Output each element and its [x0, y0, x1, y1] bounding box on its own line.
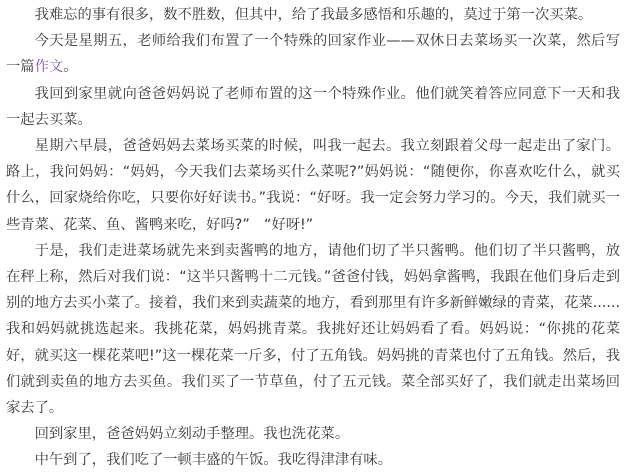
- text-run: 。: [63, 59, 78, 76]
- essay-paragraph: [6, 28, 620, 80]
- text-run: 回到家里，爸爸妈妈立刻动手整理。我也洗花菜。: [34, 426, 350, 443]
- text-run: 星期六早晨，爸爸妈妈去菜场买菜的时候，叫我一起去。我立刻跟着父母一起走出了家门。路上，我问妈妈：“妈妈，今天我们去菜场买什么菜呢?”妈妈说：“随便你，你喜欢吃什么，就买什么，回家烧给你吃，只要你好好读书。”我说：“好呀。我一定会努力学习的。今天，我们就买一些青菜、花菜、鱼、酱鸭来吃，好吗?” “好呀!”: [6, 138, 620, 233]
- text-run: 于是，我们走进菜场就先来到卖酱鸭的地方，请他们切了半只酱鸭。他们切了半只酱鸭，放在秤上称，然后对我们说：“这半只酱鸭十二元钱。”爸爸付钱，妈妈拿酱鸭，我跟在他们身后走到别的地方去买小菜了。接着，我们来到卖蔬菜的地方，看到那里有许多新鲜嫩绿的青菜，花菜......我和妈妈就挑选起来。我挑花菜，妈妈挑青菜。我挑好还让妈妈看了看。妈妈说：“你挑的花菜好，就买这一棵花菜吧!”这一棵花菜一斤多，付了五角钱。妈妈挑的青菜也付了五角钱。然后，我们就到卖鱼的地方去买鱼。我们买了一节草鱼，付了五元钱。菜全部买好了，我们就走出菜场回家去了。: [6, 242, 620, 417]
- essay-paragraph: [6, 421, 620, 447]
- text-run: 今天是星期五，老师给我们布置了一个特殊的回家作业——双休日去菜场买一次菜，然后写一篇: [6, 33, 620, 76]
- essay-paragraph: [6, 81, 620, 133]
- keyword-link-zuowen[interactable]: 作文: [34, 59, 64, 76]
- text-run: 我回到家里就向爸爸妈妈说了老师布置的这一个特殊作业。他们就笑着答应同意下一天和我一起去买菜。: [6, 85, 620, 128]
- essay-paragraph: [6, 238, 620, 421]
- essay-paragraph: [6, 447, 620, 473]
- text-run: 中午到了，我们吃了一顿丰盛的午饭。我吃得津津有味。: [34, 452, 393, 469]
- essay-paragraph: [6, 2, 620, 28]
- essay-paragraph: [6, 133, 620, 238]
- text-run: 我难忘的事有很多，数不胜数，但其中，给了我最多感悟和乐趣的，莫过于第一次买菜。: [34, 7, 593, 23]
